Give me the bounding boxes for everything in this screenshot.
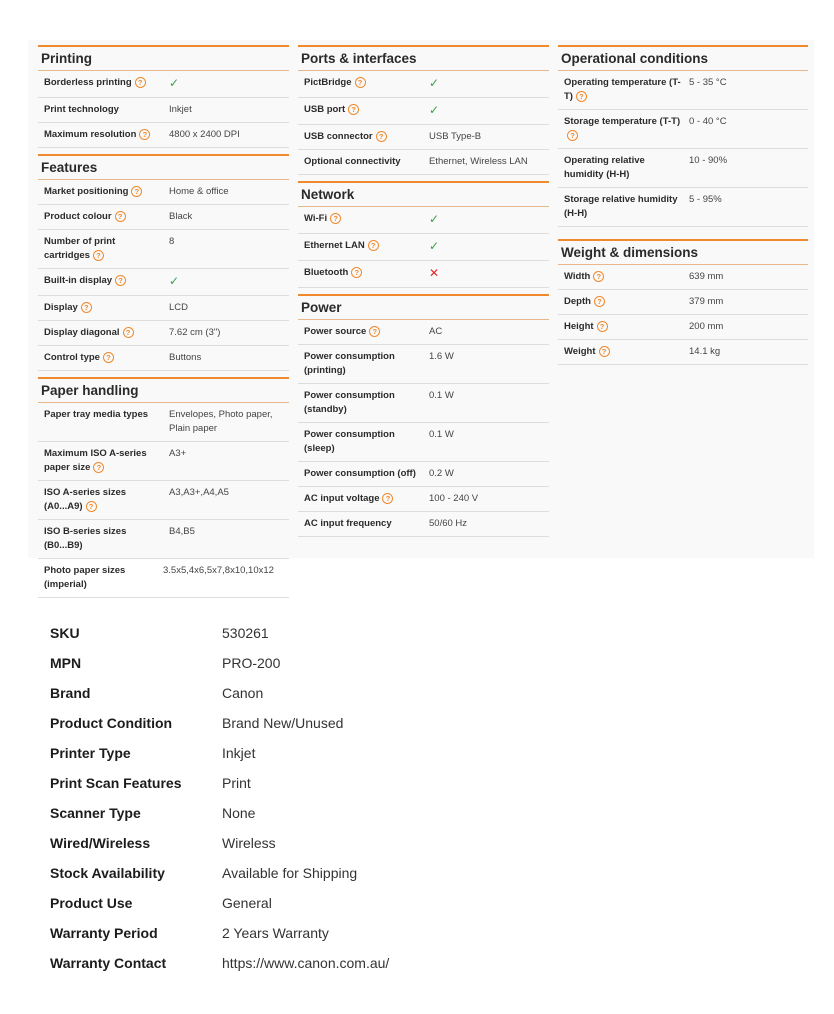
cross-icon: ✕	[429, 266, 440, 280]
spec-value: 100 - 240 V	[429, 493, 479, 504]
help-icon[interactable]: ?	[115, 211, 126, 222]
spec-row	[38, 559, 289, 598]
spec-row	[298, 150, 549, 175]
help-icon[interactable]: ?	[593, 271, 604, 282]
spec-value: LCD	[169, 302, 189, 313]
group-title: Ports & interfaces	[298, 45, 549, 71]
spec-value: 379 mm	[689, 296, 724, 307]
detail-value: General	[222, 895, 272, 911]
spec-row	[38, 520, 289, 559]
spec-label: Power consumption (off)	[304, 468, 416, 479]
spec-label: Operating temperature (T-T) ?	[564, 77, 681, 102]
spec-row	[38, 123, 289, 148]
spec-value: 0.2 W	[429, 468, 454, 479]
help-icon[interactable]: ?	[330, 213, 341, 224]
spec-label: USB connector ?	[298, 130, 422, 144]
detail-value: Available for Shipping	[222, 865, 358, 881]
spec-label: Power consumption (standby)	[304, 390, 395, 415]
spec-value: Buttons	[169, 352, 202, 363]
spec-value: Envelopes, Photo paper, Plain paper	[169, 409, 273, 434]
detail-row-wired-wireless	[50, 828, 470, 858]
detail-row-sku	[50, 618, 470, 648]
spec-column-2	[298, 45, 549, 543]
help-icon[interactable]: ?	[382, 493, 393, 504]
spec-label: Width ?	[558, 270, 682, 284]
detail-value: 2 Years Warranty	[222, 925, 329, 941]
spec-group-power	[298, 294, 549, 537]
spec-row	[38, 98, 289, 123]
help-icon[interactable]: ?	[376, 131, 387, 142]
spec-value: AC	[429, 326, 443, 337]
spec-row	[38, 296, 289, 321]
spec-label: Print technology	[44, 104, 119, 115]
group-title: Weight & dimensions	[558, 239, 808, 265]
spec-value	[422, 239, 549, 255]
spec-row	[38, 481, 289, 520]
spec-value	[422, 76, 549, 92]
spec-value	[162, 274, 289, 290]
spec-label: Power consumption (sleep)	[304, 429, 395, 454]
spec-row	[298, 71, 549, 98]
spec-row	[558, 188, 808, 227]
detail-label: MPN	[50, 655, 82, 671]
help-icon[interactable]: ?	[567, 130, 578, 141]
spec-value: 50/60 Hz	[429, 518, 468, 529]
spec-row	[38, 442, 289, 481]
spec-label: Ethernet LAN ?	[298, 239, 422, 255]
spec-row	[298, 512, 549, 537]
spec-row	[558, 340, 808, 365]
help-icon[interactable]: ?	[351, 267, 362, 278]
spec-row	[38, 230, 289, 269]
spec-value: A3+	[169, 448, 187, 459]
help-icon[interactable]: ?	[599, 346, 610, 357]
help-icon[interactable]: ?	[93, 250, 104, 261]
spec-row	[298, 384, 549, 423]
spec-value: 0 - 40 °C	[689, 116, 727, 127]
spec-label: Maximum ISO A-series paper size ?	[44, 448, 147, 473]
spec-row	[298, 207, 549, 234]
spec-group-ports	[298, 45, 549, 175]
product-details-table	[50, 618, 470, 978]
spec-group-paper-handling	[38, 377, 289, 598]
spec-row	[38, 205, 289, 230]
check-icon: ✓	[429, 103, 440, 117]
spec-row	[38, 180, 289, 205]
spec-label: ISO A-series sizes (A0...A9) ?	[44, 487, 127, 512]
spec-label: Power source ?	[298, 325, 422, 339]
detail-value: https://www.canon.com.au/	[222, 955, 390, 971]
group-title: Network	[298, 181, 549, 207]
spec-value	[422, 212, 549, 228]
spec-label: Display diagonal ?	[38, 326, 162, 340]
spec-value: 10 - 90%	[689, 155, 728, 166]
spec-row	[298, 423, 549, 462]
spec-label: Product colour ?	[38, 210, 162, 224]
detail-row-printer-type	[50, 738, 470, 768]
detail-label: Scanner Type	[50, 805, 141, 821]
help-icon[interactable]: ?	[348, 104, 359, 115]
spec-label: Paper tray media types	[44, 409, 149, 420]
spec-value: 8	[169, 236, 175, 247]
check-icon: ✓	[169, 76, 180, 90]
detail-label: SKU	[50, 625, 80, 641]
detail-label: Printer Type	[50, 745, 131, 761]
detail-label: Wired/Wireless	[50, 835, 151, 851]
help-icon[interactable]: ?	[103, 352, 114, 363]
spec-label: Bluetooth ?	[298, 266, 422, 282]
group-title: Features	[38, 154, 289, 180]
spec-value	[162, 76, 289, 92]
spec-value: Ethernet, Wireless LAN	[429, 156, 528, 167]
spec-value: 5 - 35 °C	[689, 77, 727, 88]
spec-row	[38, 71, 289, 98]
spec-row	[38, 269, 289, 296]
spec-value: A3,A3+,A4,A5	[169, 487, 229, 498]
group-title: Printing	[38, 45, 289, 71]
spec-group-weight-dimensions	[558, 239, 808, 365]
spec-label: Market positioning ?	[38, 185, 162, 199]
help-icon[interactable]: ?	[135, 77, 146, 88]
detail-row-warranty-period	[50, 918, 470, 948]
help-icon[interactable]: ?	[93, 462, 104, 473]
spec-value: 7.62 cm (3")	[169, 327, 221, 338]
spec-label: Borderless printing ?	[38, 76, 162, 92]
detail-label: Brand	[50, 685, 91, 701]
spec-value: Black	[169, 211, 193, 222]
help-icon[interactable]: ?	[115, 275, 126, 286]
spec-label: Maximum resolution ?	[38, 128, 162, 142]
detail-value: PRO-200	[222, 655, 281, 671]
spec-label: Number of print cartridges ?	[44, 236, 116, 261]
spec-value: USB Type-B	[429, 131, 482, 142]
spec-row	[558, 290, 808, 315]
detail-value: Brand New/Unused	[222, 715, 344, 731]
check-icon: ✓	[169, 274, 180, 288]
spec-value: 14.1 kg	[689, 346, 721, 357]
spec-value	[422, 266, 549, 282]
spec-label: Optional connectivity	[304, 156, 401, 167]
detail-label: Warranty Period	[50, 925, 158, 941]
spec-row	[38, 321, 289, 346]
detail-value: Inkjet	[222, 745, 256, 761]
help-icon[interactable]: ?	[131, 186, 142, 197]
spec-row	[298, 261, 549, 288]
spec-label: Weight ?	[558, 345, 682, 359]
spec-label: Power consumption (printing)	[304, 351, 395, 376]
spec-label: Storage temperature (T-T)?	[564, 116, 681, 140]
group-title: Paper handling	[38, 377, 289, 403]
group-title: Power	[298, 294, 549, 320]
help-icon[interactable]: ?	[369, 326, 380, 337]
spec-row	[298, 98, 549, 125]
check-icon: ✓	[429, 239, 440, 253]
detail-value: Wireless	[222, 835, 276, 851]
detail-value: Print	[222, 775, 251, 791]
spec-value: 5 - 95%	[689, 194, 722, 205]
help-icon[interactable]: ?	[594, 296, 605, 307]
spec-label: Display ?	[38, 301, 162, 315]
detail-row-mpn	[50, 648, 470, 678]
spec-label: Depth ?	[558, 295, 682, 309]
spec-value: 0.1 W	[429, 390, 454, 401]
detail-row-print-scan-features	[50, 768, 470, 798]
spec-label: Operating relative humidity (H-H)	[564, 155, 645, 180]
help-icon[interactable]: ?	[86, 501, 97, 512]
detail-label: Stock Availability	[50, 865, 165, 881]
spec-group-operational	[558, 45, 808, 227]
spec-row	[558, 315, 808, 340]
detail-label: Print Scan Features	[50, 775, 182, 791]
detail-row-warranty-contact	[50, 948, 470, 978]
detail-row-stock-availability	[50, 858, 470, 888]
spec-group-network	[298, 181, 549, 288]
detail-row-condition	[50, 708, 470, 738]
spec-value: 639 mm	[689, 271, 724, 282]
spec-label: Wi-Fi ?	[298, 212, 422, 228]
detail-label: Product Condition	[50, 715, 173, 731]
detail-row-brand	[50, 678, 470, 708]
spec-label: Photo paper sizes (imperial)	[44, 565, 126, 590]
detail-row-scanner-type	[50, 798, 470, 828]
spec-label: PictBridge ?	[298, 76, 422, 92]
spec-group-printing	[38, 45, 289, 148]
spec-row	[38, 403, 289, 442]
spec-label: Built-in display ?	[38, 274, 162, 290]
spec-row	[558, 110, 808, 149]
help-icon[interactable]: ?	[139, 129, 150, 140]
spec-row	[298, 345, 549, 384]
spec-label: AC input frequency	[304, 518, 392, 529]
help-icon[interactable]: ?	[123, 327, 134, 338]
spec-row	[298, 234, 549, 261]
spec-label: AC input voltage ?	[298, 492, 422, 506]
spec-value: 1.6 W	[429, 351, 454, 362]
spec-group-features	[38, 154, 289, 371]
help-icon[interactable]: ?	[597, 321, 608, 332]
detail-value: 530261	[222, 625, 269, 641]
spec-row	[298, 320, 549, 345]
detail-label: Warranty Contact	[50, 955, 167, 971]
spec-value	[422, 103, 549, 119]
help-icon[interactable]: ?	[368, 240, 379, 251]
spec-value: 4800 x 2400 DPI	[169, 129, 240, 140]
help-icon[interactable]: ?	[355, 77, 366, 88]
spec-row	[298, 462, 549, 487]
spec-label: Control type ?	[38, 351, 162, 365]
spec-value: 3.5x5,4x6,5x7,8x10,10x12	[163, 565, 274, 576]
spec-value: Home & office	[169, 186, 229, 197]
detail-value: Canon	[222, 685, 264, 701]
spec-value: 200 mm	[689, 321, 724, 332]
spec-row	[558, 71, 808, 110]
spec-value: Inkjet	[169, 104, 192, 115]
spec-column-1	[38, 45, 289, 604]
spec-label: Height ?	[558, 320, 682, 334]
spec-panel	[28, 40, 814, 590]
spec-label: ISO B-series sizes (B0...B9)	[44, 526, 127, 551]
spec-label: Storage relative humidity (H-H)	[564, 194, 678, 219]
detail-label: Product Use	[50, 895, 133, 911]
spec-row	[298, 125, 549, 150]
help-icon[interactable]: ?	[576, 91, 587, 102]
spec-label: USB port ?	[298, 103, 422, 119]
group-title: Operational conditions	[558, 45, 808, 71]
check-icon: ✓	[429, 212, 440, 226]
detail-row-product-use	[50, 888, 470, 918]
spec-value: 0.1 W	[429, 429, 454, 440]
spec-row	[558, 265, 808, 290]
help-icon[interactable]: ?	[81, 302, 92, 313]
spec-row	[558, 149, 808, 188]
spec-row	[298, 487, 549, 512]
spec-column-3	[558, 45, 808, 371]
spec-value: B4,B5	[169, 526, 195, 537]
check-icon: ✓	[429, 76, 440, 90]
detail-value: None	[222, 805, 256, 821]
spec-row	[38, 346, 289, 371]
